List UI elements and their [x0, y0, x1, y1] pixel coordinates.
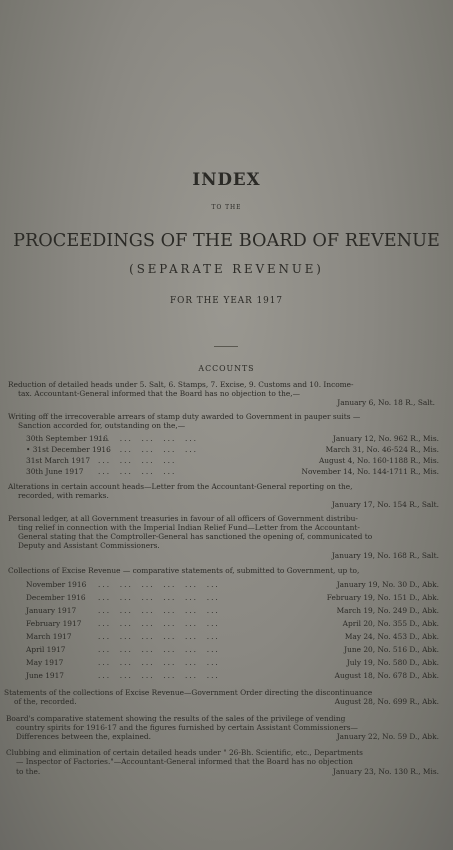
- entry-line: — Inspector of Factories."—Accountant-General informed that the Board has no objection: [16, 757, 353, 766]
- row-date: June 1917: [26, 671, 65, 680]
- entry-line: Statements of the collections of Excise Revenue—Government Order directing the discontinuance: [4, 688, 373, 697]
- leader-dots: ... ... ... ...: [98, 467, 177, 476]
- entry-line: General stating that the Comptroller-General has sanctioned the opening of, communicated to: [18, 532, 373, 541]
- row-reference: August 18, No. 678 D., Abk.: [334, 671, 439, 680]
- row-reference: March 31, No. 46-524 R., Mis.: [325, 445, 439, 454]
- row-date: April 1917: [26, 645, 66, 654]
- leader-dots: ... ... ... ... ... ...: [98, 645, 220, 654]
- entry-line: Writing off the irrecoverable arrears of stamp duty awarded to Government in pauper suits —: [8, 412, 361, 421]
- entry-line: Personal ledger, at all Government treasuries in favour of all officers of Government distribu-: [8, 514, 358, 523]
- leader-dots: ... ... ... ... ... ...: [98, 593, 220, 602]
- entry-reference: January 22, No. 59 D., Abk.: [336, 732, 439, 741]
- year-heading: FOR THE YEAR 1917: [169, 296, 284, 306]
- row-date: January 1917: [26, 606, 77, 615]
- entry-line: Board's comparative statement showing the results of the sales of the privilege of vending: [6, 714, 346, 723]
- row-reference: August 4, No. 160-1188 R., Mis.: [318, 456, 439, 465]
- row-date: May 1917: [26, 658, 64, 667]
- entry-line: Differences between the, explained.: [16, 732, 151, 741]
- leader-dots: ... ... ... ... ... ...: [98, 658, 220, 667]
- row-date: December 1916: [26, 593, 86, 602]
- row-date: March 1917: [26, 632, 72, 641]
- row-reference: June 20, No. 516 D., Abk.: [344, 645, 439, 654]
- row-date: 30th June 1917: [26, 467, 84, 476]
- row-date: February 1917: [26, 619, 82, 628]
- entry-line: ting relief in connection with the Imperial Indian Relief Fund—Letter from the Accountant-: [18, 523, 360, 532]
- leader-dots: ... ... ... ... ... ...: [98, 671, 220, 680]
- index-heading: INDEX: [192, 170, 261, 190]
- row-date: November 1916: [26, 580, 87, 589]
- row-reference: March 19, No. 249 D., Abk.: [336, 606, 439, 615]
- row-date: 31st March 1917: [26, 456, 91, 465]
- leader-dots: ... ... ... ...: [98, 456, 177, 465]
- row-reference: April 20, No. 355 D., Abk.: [342, 619, 439, 628]
- entry-line: tax. Accountant-General informed that the Board has no objection to the,—: [18, 389, 300, 398]
- leader-dots: ... ... ... ... ...: [98, 445, 199, 454]
- leader-dots: ... ... ... ... ... ...: [98, 606, 220, 615]
- entry-reference: January 23, No. 130 R., Mis.: [332, 767, 439, 776]
- entry-reference: January 6, No. 18 R., Salt.: [337, 398, 435, 407]
- entry-reference: January 17, No. 154 R., Salt.: [331, 500, 439, 509]
- accounts-heading: ACCOUNTS: [198, 364, 255, 373]
- divider-rule: [214, 346, 238, 347]
- entry-line: to the.: [16, 767, 41, 776]
- row-reference: May 24, No. 453 D., Abk.: [344, 632, 439, 641]
- leader-dots: ... ... ... ... ... ...: [98, 619, 220, 628]
- entry-line: of the, recorded.: [14, 697, 77, 706]
- proceedings-heading: PROCEEDINGS OF THE BOARD OF REVENUE: [13, 230, 440, 251]
- row-reference: July 19, No. 580 D., Abk.: [346, 658, 439, 667]
- entry-reference: January 19, No. 168 R., Salt.: [331, 551, 439, 560]
- to-the-heading: TO THE: [211, 204, 242, 211]
- row-date: 30th September 1916: [26, 434, 108, 443]
- entry-line: Clubbing and elimination of certain detailed heads under " 26-Bh. Scientific, etc., Departments: [6, 748, 363, 757]
- entry-line: Deputy and Assistant Commissioners.: [18, 541, 160, 550]
- row-reference: February 19, No. 151 D., Abk.: [326, 593, 439, 602]
- entry-line: Collections of Excise Revenue — comparative statements of, submitted to Government, up to,: [8, 566, 360, 575]
- separate-revenue-heading: (SEPARATE REVENUE): [129, 262, 324, 276]
- row-date: • 31st December 1916: [26, 445, 111, 454]
- row-reference: January 19, No. 30 D., Abk.: [336, 580, 439, 589]
- entry-line: recorded, with remarks.: [18, 491, 109, 500]
- entry-line: country spirits for 1916-17 and the figures furnished by certain Assistant Commissioners—: [16, 723, 358, 732]
- entry-line: Reduction of detailed heads under 5. Salt, 6. Stamps, 7. Excise, 9. Customs and 10. Income-: [8, 380, 354, 389]
- entry-line: Sanction accorded for, outstanding on the,—: [18, 421, 186, 430]
- leader-dots: ... ... ... ... ... ...: [98, 632, 220, 641]
- leader-dots: ... ... ... ... ... ...: [98, 580, 220, 589]
- row-reference: November 14, No. 144-1711 R., Mis.: [301, 467, 439, 476]
- leader-dots: ... ... ... ... ...: [98, 434, 199, 443]
- entry-line: Alterations in certain account heads—Letter from the Accountant-General reporting on the,: [8, 482, 353, 491]
- entry-reference: August 28, No. 699 R., Abk.: [334, 697, 439, 706]
- row-reference: January 12, No. 962 R., Mis.: [332, 434, 439, 443]
